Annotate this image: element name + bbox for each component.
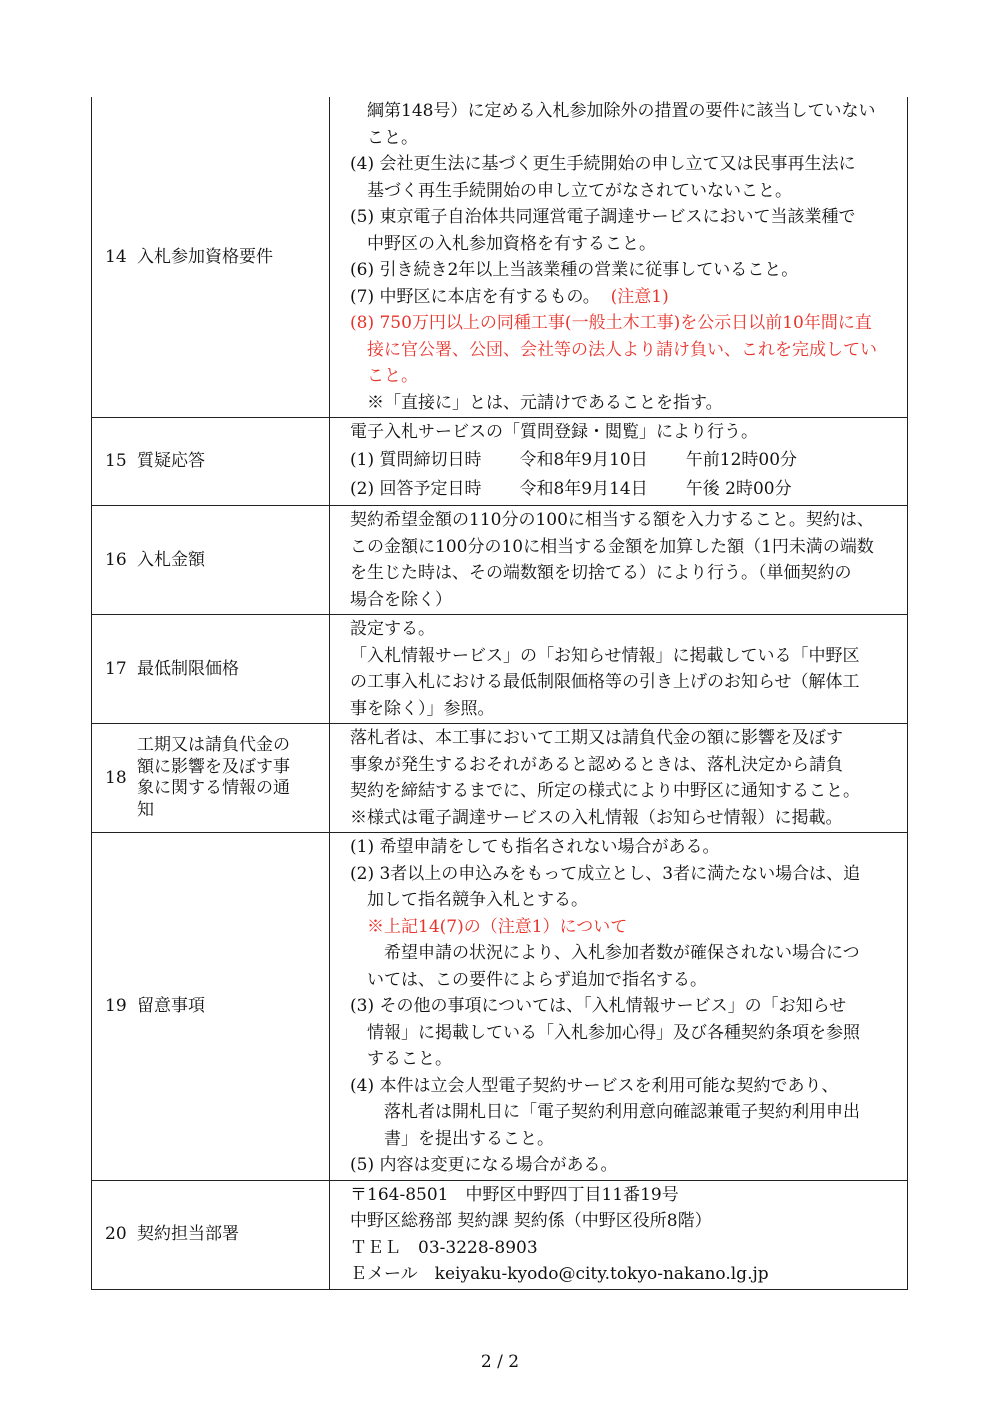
content-line: 契約希望金額の110分の100に相当する額を入力すること。契約は、 [350, 510, 874, 530]
row-content-cell [330, 833, 908, 1181]
content-line: 設定する。 [350, 619, 435, 639]
row-label-cell [92, 97, 330, 418]
row-label-line: 額に影響を及ぼす事 [137, 756, 290, 777]
schedule-date: 令和8年9月14日 [519, 478, 648, 499]
row-label-cell [92, 418, 330, 506]
content-line [350, 284, 901, 311]
schedule-item [350, 446, 901, 475]
content-line: (4) 本件は立会人型電子契約サービスを利用可能な契約であり、 [350, 1075, 839, 1096]
email-line: Ｅメール keiyaku-kyodo@city.tokyo-nakano.lg.jp [350, 1264, 769, 1284]
schedule-time: 午後 2時00分 [685, 478, 792, 499]
content-line-highlight: こと。 [367, 366, 418, 386]
content-line: ※「直接に」とは、元請けであることを指す。 [367, 392, 723, 413]
address-line: 〒164-8501 中野区中野四丁目11番19号 [350, 1184, 679, 1205]
content-line: 綱第148号）に定める入札参加除外の措置の要件に該当していない [367, 101, 876, 121]
content-line: 加して指名競争入札とする。 [367, 890, 588, 910]
row-content-cell [330, 1180, 908, 1289]
row-label: 質疑応答 [137, 451, 205, 472]
row-content-cell [330, 97, 908, 418]
table-row [92, 506, 908, 615]
row-label-cell [92, 833, 330, 1181]
requirements-table [91, 97, 908, 1290]
schedule-label: (1) 質問締切日時 [350, 449, 482, 470]
row-number: 17 [105, 658, 127, 679]
row-label-line: 象に関する情報の通 [137, 778, 290, 798]
content-line: こと。 [367, 127, 418, 148]
row-number: 15 [105, 451, 127, 472]
row-label-line: 工期又は請負代金の [137, 735, 290, 755]
row-number: 14 [105, 246, 127, 267]
content-text: (7) 中野区に本店を有するもの。 [350, 286, 600, 307]
content-line: 場合を除く） [350, 589, 452, 610]
content-line: 希望申請の状況により、入札参加者数が確保されない場合につ [384, 943, 860, 963]
content-line: いては、この要件によらず追加で指名する。 [367, 969, 707, 990]
content-line-highlight: (8) 750万円以上の同種工事(一般土木工事)を公示日以前10年間に直 [350, 313, 872, 333]
content-line: 落札者は開札日に「電子契約利用意向確認兼電子契約利用申出 [384, 1102, 860, 1122]
content-line-highlight: 接に官公署、公団、会社等の法人より請け負い、これを完成してい [367, 339, 877, 360]
content-line: 電子入札サービスの「質問登録・閲覧」により行う。 [350, 422, 758, 443]
table-row [92, 97, 908, 418]
content-line: ※様式は電子調達サービスの入札情報（お知らせ情報）に掲載。 [350, 807, 843, 828]
note-heading: ※上記14(7)の（注意1）について [367, 916, 628, 937]
schedule-item [350, 475, 901, 504]
content-line: (4) 会社更生法に基づく更生手続開始の申し立て又は民事再生法に [350, 154, 856, 174]
department-line: 中野区総務部 契約課 契約係（中野区役所8階） [350, 1211, 712, 1231]
row-content-cell [330, 724, 908, 833]
schedule-label: (2) 回答予定日時 [350, 478, 482, 499]
content-line: 事を除く）」参照。 [350, 698, 495, 719]
content-line: の工事入札における最低制限価格等の引き上げのお知らせ（解体工 [350, 672, 860, 692]
schedule-time: 午前12時00分 [685, 449, 798, 470]
row-label [137, 735, 329, 821]
row-number: 18 [105, 767, 127, 788]
row-number: 16 [105, 549, 127, 570]
content-line: を生じた時は、その端数額を切捨てる）により行う。（単価契約の [350, 563, 852, 583]
table-row [92, 615, 908, 724]
table-row [92, 833, 908, 1181]
content-line: (3) その他の事項については、「入札情報サービス」の「お知らせ [350, 996, 847, 1016]
row-label-cell [92, 615, 330, 724]
row-label-cell [92, 724, 330, 833]
content-line: 「入札情報サービス」の「お知らせ情報」に掲載している「中野区 [350, 645, 860, 666]
content-line: (2) 3者以上の申込みをもって成立とし、3者に満たない場合は、追 [350, 863, 861, 884]
page-number: 2 / 2 [480, 1352, 520, 1372]
schedule-date: 令和8年9月10日 [519, 449, 648, 470]
content-line: 基づく再生手続開始の申し立てがなされていないこと。 [367, 180, 792, 201]
content-line: 中野区の入札参加資格を有すること。 [367, 233, 656, 254]
row-label: 留意事項 [137, 996, 205, 1016]
row-label-line: 知 [137, 799, 154, 820]
row-content-cell [330, 615, 908, 724]
phone-line: ＴＥＬ 03-3228-8903 [350, 1237, 538, 1258]
content-line: (6) 引き続き2年以上当該業種の営業に従事していること。 [350, 260, 799, 280]
note-marker: (注意1) [610, 286, 669, 307]
row-label: 入札参加資格要件 [137, 246, 273, 267]
content-line: 情報」に掲載している「入札参加心得」及び各種契約条項を参照 [367, 1022, 860, 1043]
content-line: 落札者は、本工事において工期又は請負代金の額に影響を及ぼす [350, 728, 843, 748]
table-row [92, 418, 908, 506]
content-line: 書」を提出すること。 [384, 1128, 554, 1149]
content-line: (5) 東京電子自治体共同運営電子調達サービスにおいて当該業種で [350, 207, 856, 227]
row-label-cell [92, 1180, 330, 1289]
content-line: 事象が発生するおそれがあると認めるときは、落札決定から請負 [350, 754, 843, 775]
row-number: 19 [105, 996, 127, 1016]
content-line: この金額に100分の10に相当する金額を加算した額（1円未満の端数 [350, 536, 874, 557]
row-label: 入札金額 [137, 549, 205, 570]
row-label: 最低制限価格 [137, 658, 239, 679]
row-content-cell [330, 506, 908, 615]
content-line: 契約を締結するまでに、所定の様式により中野区に通知すること。 [350, 781, 860, 801]
table-row [92, 1180, 908, 1289]
table-row [92, 724, 908, 833]
row-label-cell [92, 506, 330, 615]
content-line: (5) 内容は変更になる場合がある。 [350, 1155, 618, 1175]
row-label: 契約担当部署 [137, 1224, 239, 1245]
row-number: 20 [105, 1224, 127, 1245]
content-line: (1) 希望申請をしても指名されない場合がある。 [350, 837, 720, 857]
content-line: すること。 [367, 1049, 452, 1069]
row-content-cell [330, 418, 908, 506]
